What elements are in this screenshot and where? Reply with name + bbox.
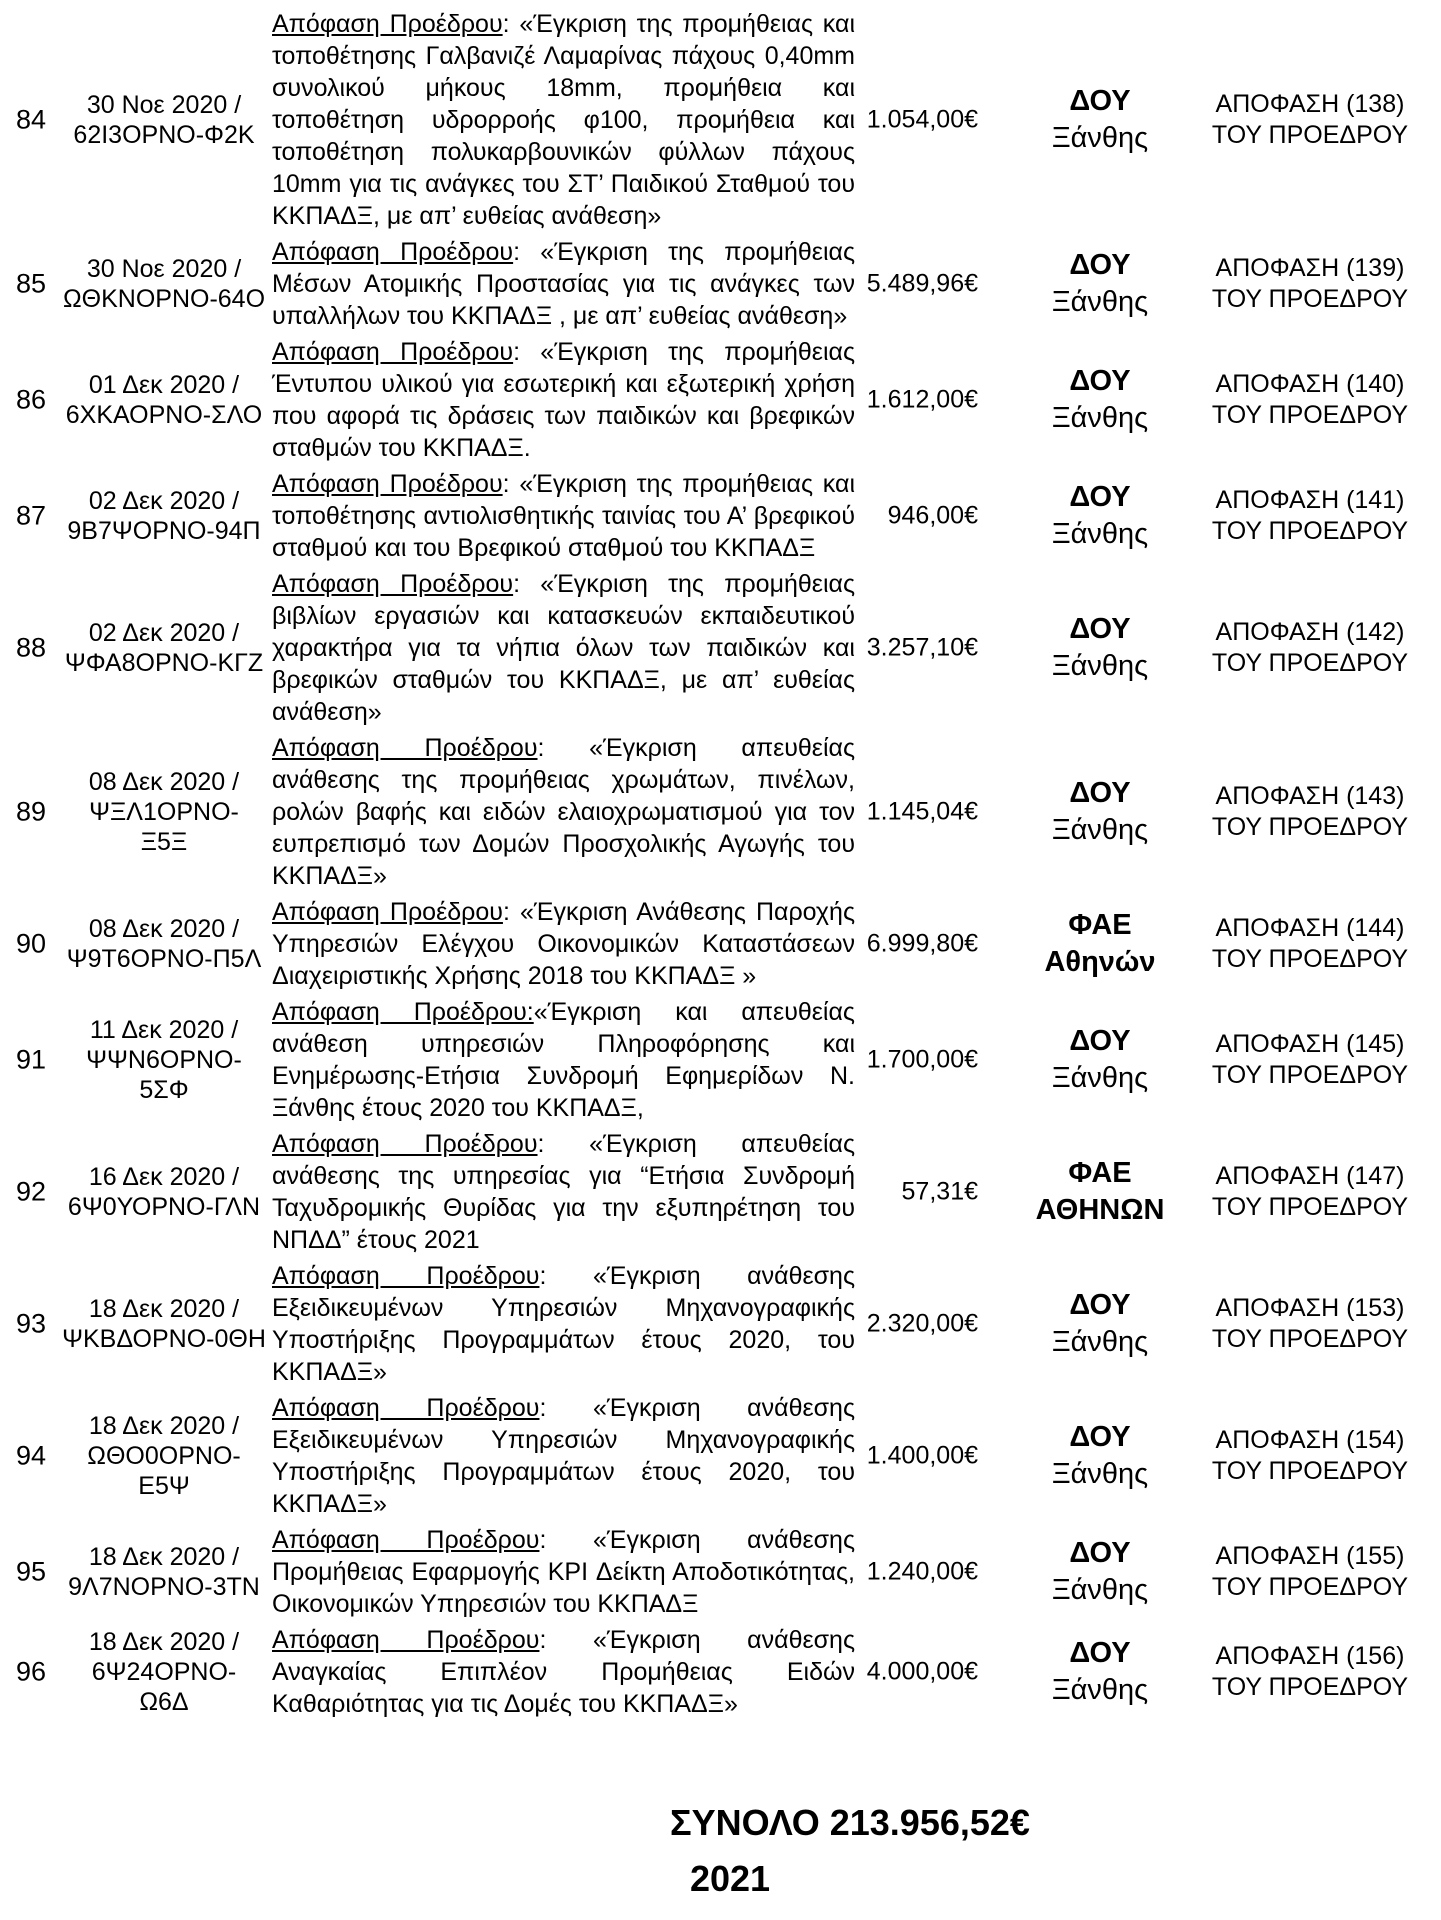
decisions-table [0, 6, 1441, 1722]
row-number: 95 [15, 1556, 47, 1587]
tax-office [1030, 363, 1170, 437]
total-amount: ΣΥΝΟΛΟ 213.956,52€ [670, 1802, 1030, 1843]
table-row [0, 730, 1441, 894]
tax-office-city: Ξάνθης [1051, 518, 1149, 550]
decision-number: ΑΠΟΦΑΣΗ (140) [1215, 370, 1405, 398]
date-and-ada: 18 Δεκ 2020 / 6Ψ24ΟΡΝΟ- Ω6Δ [88, 1628, 240, 1716]
tax-office [1030, 1287, 1170, 1361]
tax-office-type: ΔΟΥ [1069, 1637, 1131, 1669]
decision-description [272, 730, 855, 894]
description-body: : «Έγκριση της προμήθειας Μέσων Ατομικής Προστασίας για τις ανάγκες των υπαλλήλων του ΚΚΠΑΔΞ , με απ’ ευθείας ανάθεση» [272, 238, 856, 330]
row-number: 91 [15, 1044, 47, 1075]
decision-authority: ΤΟΥ ΠΡΟΕΔΡΟΥ [1211, 1061, 1409, 1089]
row-number: 85 [15, 268, 47, 299]
decision-description [272, 6, 855, 234]
decision-number: ΑΠΟΦΑΣΗ (139) [1215, 254, 1405, 282]
decision-authority: ΤΟΥ ΠΡΟΕΔΡΟΥ [1211, 813, 1409, 841]
tax-office-city: Ξάνθης [1051, 1062, 1149, 1094]
date-and-ada: 08 Δεκ 2020 / ΨΞΛ1ΟΡΝΟ- Ξ5Ξ [88, 768, 240, 856]
table-row [0, 1522, 1441, 1622]
decision-authority: ΤΟΥ ΠΡΟΕΔΡΟΥ [1211, 649, 1409, 677]
description-lead: Απόφαση Προέδρου [272, 1626, 540, 1654]
date-and-ada: 02 Δεκ 2020 / 9Β7ΨΟΡΝΟ-94Π [67, 487, 261, 545]
description-lead: Απόφαση Προέδρου [272, 338, 514, 366]
table-row [0, 894, 1441, 994]
table-row [0, 994, 1441, 1126]
decision-number: ΑΠΟΦΑΣΗ (141) [1215, 486, 1405, 514]
description-body: : «Έγκριση ανάθεσης Εξειδικευμένων Υπηρεσιών Μηχανογραφικής Υποστήριξης Προγραμμάτων έτους 2020, του ΚΚΠΑΔΞ» [272, 1262, 856, 1386]
tax-office-type: ΔΟΥ [1069, 481, 1131, 513]
description-body: : «Έγκριση ανάθεσης Εξειδικευμένων Υπηρεσιών Μηχανογραφικής Υποστήριξης Προγραμμάτων έτους 2020, του ΚΚΠΑΔΞ» [272, 1394, 856, 1518]
decision-number: ΑΠΟΦΑΣΗ (143) [1215, 782, 1405, 810]
date-and-ada: 30 Νοε 2020 / 62Ι3ΟΡΝΟ-Φ2Κ [73, 91, 255, 149]
decision-number: ΑΠΟΦΑΣΗ (138) [1215, 90, 1405, 118]
decision-reference [1205, 617, 1415, 679]
row-number: 94 [15, 1440, 47, 1471]
decision-description [272, 1390, 855, 1522]
tax-office [1030, 775, 1170, 849]
tax-office-city: Ξάνθης [1051, 1326, 1149, 1358]
date-and-ada: 08 Δεκ 2020 / Ψ9Τ6ΟΡΝΟ-Π5Λ [66, 915, 262, 973]
description-lead: Απόφαση Προέδρου [272, 898, 503, 926]
decision-authority: ΤΟΥ ΠΡΟΕΔΡΟΥ [1211, 121, 1409, 149]
date-and-ada: 18 Δεκ 2020 / 9Λ7ΝΟΡΝΟ-3ΤΝ [68, 1543, 260, 1601]
year-heading: 2021 [689, 1858, 771, 1899]
row-number: 89 [15, 796, 47, 827]
decision-authority: ΤΟΥ ΠΡΟΕΔΡΟΥ [1211, 1457, 1409, 1485]
tax-office-type: ΔΟΥ [1069, 365, 1131, 397]
row-number: 96 [15, 1656, 47, 1687]
description-lead: Απόφαση Προέδρου [272, 570, 514, 598]
tax-office-type: ΔΟΥ [1069, 613, 1131, 645]
row-number: 93 [15, 1308, 47, 1339]
amount: 1.240,00€ [866, 1557, 978, 1586]
decision-authority: ΤΟΥ ΠΡΟΕΔΡΟΥ [1211, 1193, 1409, 1221]
decision-number: ΑΠΟΦΑΣΗ (154) [1215, 1426, 1405, 1454]
decision-reference [1205, 1541, 1415, 1603]
amount: 6.999,80€ [866, 929, 978, 958]
date-and-ada: 02 Δεκ 2020 / ΨΦΑ8ΟΡΝΟ-ΚΓΖ [64, 619, 264, 677]
decision-reference [1205, 1641, 1415, 1703]
decision-number: ΑΠΟΦΑΣΗ (153) [1215, 1294, 1405, 1322]
decision-number: ΑΠΟΦΑΣΗ (142) [1215, 618, 1405, 646]
decision-number: ΑΠΟΦΑΣΗ (145) [1215, 1030, 1405, 1058]
tax-office-type: ΔΟΥ [1069, 1289, 1131, 1321]
tax-office-city: Αθηνών [1044, 946, 1156, 978]
decision-number: ΑΠΟΦΑΣΗ (144) [1215, 914, 1405, 942]
decision-description [272, 234, 855, 334]
decision-description [272, 334, 855, 466]
description-lead: Απόφαση Προέδρου [272, 238, 514, 266]
description-body: : «Έγκριση της προμήθειας και τοποθέτησης αντιολισθητικής ταινίας του Α’ βρεφικού σταθμού και του Βρεφικού σταθμού του ΚΚΠΑΔΞ [272, 470, 855, 562]
row-number: 84 [15, 104, 47, 135]
tax-office [1030, 1155, 1170, 1229]
tax-office [1030, 479, 1170, 553]
date-and-ada: 18 Δεκ 2020 / ΨΚΒΔΟΡΝΟ-0ΘΗ [62, 1295, 266, 1353]
amount: 1.700,00€ [866, 1045, 978, 1074]
amount: 4.000,00€ [866, 1657, 978, 1686]
tax-office [1030, 83, 1170, 157]
decision-reference [1205, 1161, 1415, 1223]
description-lead: Απόφαση Προέδρου [272, 734, 538, 762]
decision-description [272, 1622, 855, 1722]
tax-office-city: Ξάνθης [1051, 650, 1149, 682]
decision-authority: ΤΟΥ ΠΡΟΕΔΡΟΥ [1211, 285, 1409, 313]
tax-office-city: Ξάνθης [1051, 1674, 1149, 1706]
row-number: 87 [15, 500, 47, 531]
amount: 5.489,96€ [866, 269, 978, 298]
date-and-ada: 16 Δεκ 2020 / 6Ψ0ΥΟΡΝΟ-ΓΛΝ [67, 1163, 261, 1221]
decision-authority: ΤΟΥ ΠΡΟΕΔΡΟΥ [1211, 401, 1409, 429]
table-row [0, 566, 1441, 730]
description-body: : «Έγκριση της προμήθειας βιβλίων εργασιών και κατασκευών εκπαιδευτικού χαρακτήρα για τα νήπια όλων των παιδικών και βρεφικών σταθμών του ΚΚΠΑΔΞ, με απ’ ευθείας ανάθεση» [272, 570, 856, 726]
tax-office [1030, 611, 1170, 685]
decision-description [272, 894, 855, 994]
row-number: 88 [15, 632, 47, 663]
description-lead: Απόφαση Προέδρου [272, 1526, 540, 1554]
decision-description [272, 994, 855, 1126]
decision-authority: ΤΟΥ ΠΡΟΕΔΡΟΥ [1211, 1673, 1409, 1701]
decision-reference [1205, 369, 1415, 431]
table-row [0, 334, 1441, 466]
decision-reference [1205, 485, 1415, 547]
tax-office-city: Ξάνθης [1051, 1574, 1149, 1606]
tax-office-type: ΔΟΥ [1069, 85, 1131, 117]
tax-office-type: ΔΟΥ [1069, 1421, 1131, 1453]
amount: 57,31€ [901, 1177, 978, 1206]
table-row [0, 1258, 1441, 1390]
description-lead: Απόφαση Προέδρου [272, 1394, 540, 1422]
decision-reference [1205, 1293, 1415, 1355]
row-number: 86 [15, 384, 47, 415]
table-row [0, 6, 1441, 234]
row-number: 90 [15, 928, 47, 959]
decision-authority: ΤΟΥ ΠΡΟΕΔΡΟΥ [1211, 1573, 1409, 1601]
decision-reference [1205, 253, 1415, 315]
decision-description [272, 1522, 855, 1622]
tax-office-type: ΦΑΕ [1068, 909, 1132, 941]
date-and-ada: 30 Νοε 2020 / ΩΘΚΝΟΡΝΟ-64Ο [62, 255, 266, 313]
row-number: 92 [15, 1176, 47, 1207]
tax-office [1030, 1023, 1170, 1097]
decision-number: ΑΠΟΦΑΣΗ (156) [1215, 1642, 1405, 1670]
decision-authority: ΤΟΥ ΠΡΟΕΔΡΟΥ [1211, 1325, 1409, 1353]
description-body: : «Έγκριση ανάθεσης Προμήθειας Εφαρμογής KPI Δείκτη Αποδοτικότητας, Οικονομικών Υπηρεσιών του ΚΚΠΑΔΞ [272, 1526, 856, 1618]
date-and-ada: 11 Δεκ 2020 / ΨΨΝ6ΟΡΝΟ- 5ΣΦ [86, 1016, 242, 1104]
tax-office [1030, 1419, 1170, 1493]
table-row [0, 1390, 1441, 1522]
tax-office-type: ΔΟΥ [1069, 777, 1131, 809]
amount: 946,00€ [887, 501, 978, 530]
tax-office-city: Ξάνθης [1051, 402, 1149, 434]
date-and-ada: 18 Δεκ 2020 / ΩΘΟ0ΟΡΝΟ- Ε5Ψ [87, 1412, 241, 1500]
amount: 1.054,00€ [866, 105, 978, 134]
description-lead: Απόφαση Προέδρου [272, 10, 503, 38]
description-lead: Απόφαση Προέδρου [272, 1130, 538, 1158]
tax-office-city: Ξάνθης [1051, 286, 1149, 318]
description-lead: Απόφαση Προέδρου [272, 1262, 540, 1290]
description-lead: Απόφαση Προέδρου [272, 470, 503, 498]
amount: 2.320,00€ [866, 1309, 978, 1338]
decision-description [272, 1126, 855, 1258]
decision-authority: ΤΟΥ ΠΡΟΕΔΡΟΥ [1211, 945, 1409, 973]
description-body: : «Έγκριση της προμήθειας και τοποθέτησης Γαλβανιζέ Λαμαρίνας πάχους 0,40mm συνολικού μήκους 18mm, προμήθεια και τοποθέτηση υδρορροής φ100, προμήθεια και τοποθέτηση πολυκαρβουνικών φύλλων πάχους 10mm για τις ανάγκες του ΣΤ’ Παιδικού Σταθμού του ΚΚΠΑΔΞ, με απ’ ευθείας ανάθεση» [272, 10, 855, 230]
amount: 1.400,00€ [866, 1441, 978, 1470]
decision-reference [1205, 1425, 1415, 1487]
decision-reference [1205, 781, 1415, 843]
tax-office-city: ΑΘΗΝΩΝ [1035, 1194, 1165, 1226]
table-row [0, 1126, 1441, 1258]
decision-description [272, 1258, 855, 1390]
description-lead: Απόφαση Προέδρου: [272, 998, 534, 1026]
description-body: : «Έγκριση ανάθεσης Αναγκαίας Επιπλέον Προμήθειας Ειδών Καθαριότητας για τις Δομές του ΚΚΠΑΔΞ» [272, 1626, 856, 1718]
table-row [0, 234, 1441, 334]
tax-office-type: ΔΟΥ [1069, 249, 1131, 281]
decision-number: ΑΠΟΦΑΣΗ (155) [1215, 1542, 1405, 1570]
description-body: «Έγκριση και απευθείας ανάθεση υπηρεσιών Πληροφόρησης και Ενημέρωσης-Ετήσια Συνδρομή Εφημερίδων Ν. Ξάνθης έτους 2020 του ΚΚΠΑΔΞ, [272, 998, 855, 1122]
decision-description [272, 466, 855, 566]
decision-reference [1205, 89, 1415, 151]
tax-office-city: Ξάνθης [1051, 1458, 1149, 1490]
tax-office-type: ΔΟΥ [1069, 1537, 1131, 1569]
description-body: : «Έγκριση απευθείας ανάθεσης της προμήθειας χρωμάτων, πινέλων, ρολών βαφής και ειδών ελαιοχρωματισμού για τον ευπρεπισμό των Δομών Προσχολικής Αγωγής του ΚΚΠΑΔΞ» [272, 734, 855, 890]
tax-office-type: ΦΑΕ [1068, 1157, 1132, 1189]
amount: 1.612,00€ [866, 385, 978, 414]
description-body: : «Έγκριση απευθείας ανάθεσης της υπηρεσίας για “Ετήσια Συνδρομή Ταχυδρομικής Θυρίδας για την εξυπηρέτηση του ΝΠΔΔ” έτους 2021 [272, 1130, 855, 1254]
decision-authority: ΤΟΥ ΠΡΟΕΔΡΟΥ [1211, 517, 1409, 545]
decision-number: ΑΠΟΦΑΣΗ (147) [1215, 1162, 1405, 1190]
amount: 1.145,04€ [866, 797, 978, 826]
tax-office [1030, 907, 1170, 981]
tax-office-city: Ξάνθης [1051, 122, 1149, 154]
tax-office [1030, 247, 1170, 321]
decision-reference [1205, 1029, 1415, 1091]
decision-reference [1205, 913, 1415, 975]
table-row [0, 466, 1441, 566]
decision-description [272, 566, 855, 730]
description-body: : «Έγκριση Ανάθεσης Παροχής Υπηρεσιών Ελέγχου Οικονομικών Καταστάσεων Διαχειριστικής Χρήσης 2018 του ΚΚΠΑΔΞ » [272, 898, 855, 990]
tax-office-type: ΔΟΥ [1069, 1025, 1131, 1057]
table-row [0, 1622, 1441, 1722]
amount: 3.257,10€ [866, 633, 978, 662]
description-body: : «Έγκριση της προμήθειας Έντυπου υλικού για εσωτερική και εξωτερική χρήση που αφορά τις δράσεις των παιδικών και βρεφικών σταθμών του ΚΚΠΑΔΞ. [272, 338, 856, 462]
tax-office-city: Ξάνθης [1051, 814, 1149, 846]
date-and-ada: 01 Δεκ 2020 / 6ΧΚΑΟΡΝΟ-ΣΛΟ [65, 371, 263, 429]
tax-office [1030, 1635, 1170, 1709]
tax-office [1030, 1535, 1170, 1609]
